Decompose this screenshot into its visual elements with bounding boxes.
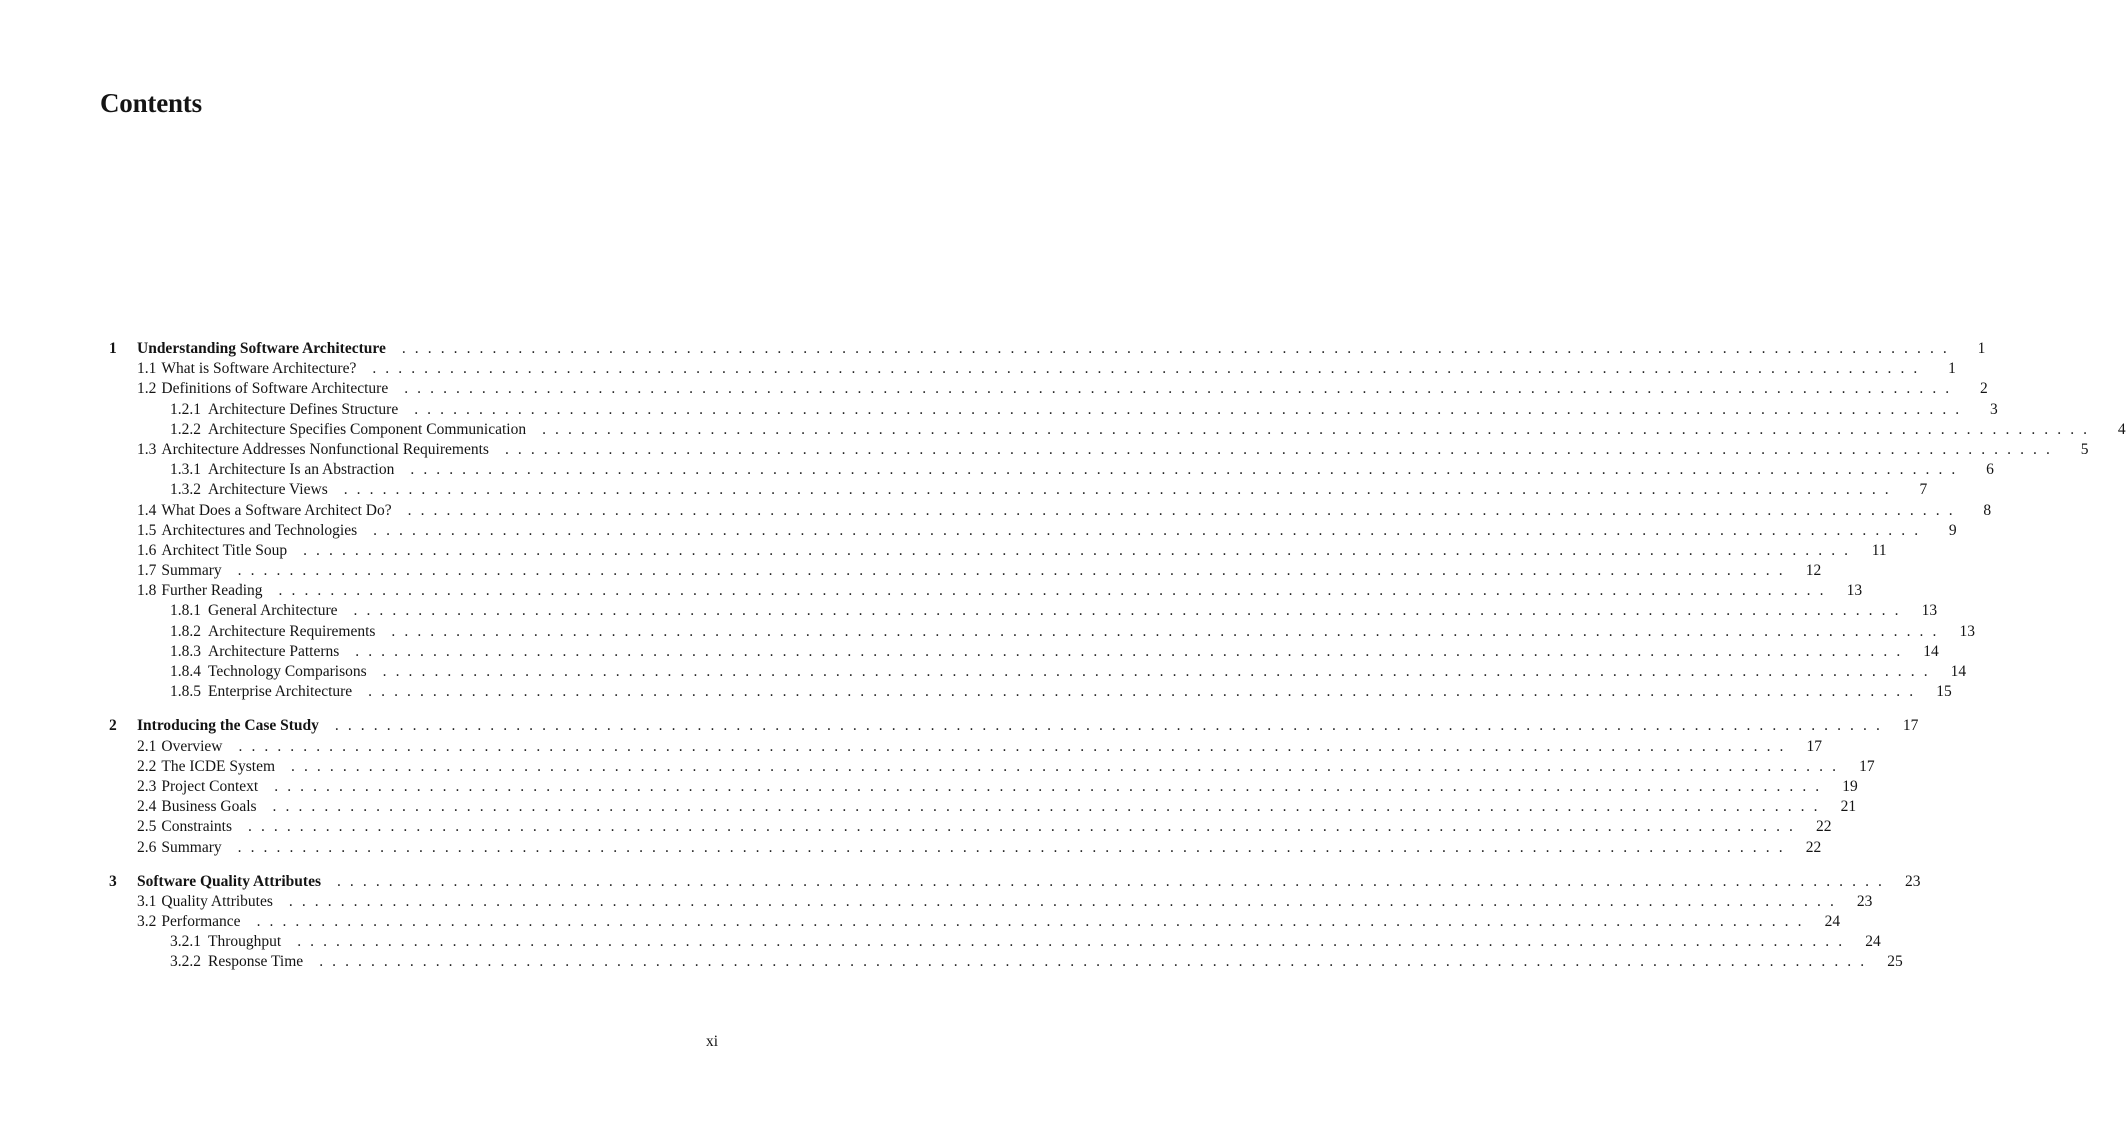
section-page-number: 22	[1816, 818, 1832, 836]
section-page-number: 14	[1923, 642, 1939, 660]
dot-leader: . . . . . . . . . . . . . . . . . . . . . . . . . . . . . . . . . . . . . . . . . . . . . . . . . . . . . . . . . . . . . . . . . . . . . . . . . . . . . . . . . . . . . . . . . . . . . . . . . . . . . . . . . . . . . . . . . . . . . . . .	[278, 582, 1827, 600]
section-page-number: 7	[1919, 481, 1928, 499]
dot-leader: . . . . . . . . . . . . . . . . . . . . . . . . . . . . . . . . . . . . . . . . . . . . . . . . . . . . . . . . . . . . . . . . . . . . . . . . . . . . . . . . . . . . . . . . . . . . . . . . . . . . . . . . . . . . . . . . . . . . . . . .	[319, 953, 1867, 971]
toc-section-entry[interactable]	[100, 797, 1857, 817]
section-title: The ICDE System	[161, 757, 276, 775]
dot-leader: . . . . . . . . . . . . . . . . . . . . . . . . . . . . . . . . . . . . . . . . . . . . . . . . . . . . . . . . . . . . . . . . . . . . . . . . . . . . . . . . . . . . . . . . . . . . . . . . . . . . . . . . . . . . . . . . . . . . . . . .	[336, 872, 1885, 890]
dot-leader: . . . . . . . . . . . . . . . . . . . . . . . . . . . . . . . . . . . . . . . . . . . . . . . . . . . . . . . . . . . . . . . . . . . . . . . . . . . . . . . . . . . . . . . . . . . . . . . . . . . . . . . . . . . . . . . . . . . . . . . .	[334, 717, 1883, 735]
toc-section-entry[interactable]	[100, 757, 1875, 777]
section-title: Overview	[161, 737, 223, 755]
dot-leader: . . . . . . . . . . . . . . . . . . . . . . . . . . . . . . . . . . . . . . . . . . . . . . . . . . . . . . . . . . . . . . . . . . . . . . . . . . . . . . . . . . . . . . . . . . . . . . . . . . . . . . . . . . . . . . . . . . . . . . . .	[353, 602, 1902, 620]
chapter-title: Understanding Software Architecture	[137, 340, 386, 357]
dot-leader: . . . . . . . . . . . . . . . . . . . . . . . . . . . . . . . . . . . . . . . . . . . . . . . . . . . . . . . . . . . . . . . . . . . . . . . . . . . . . . . . . . . . . . . . . . . . . . . . . . . . . . . . . . . . . . . . . . . . . . . .	[237, 838, 1786, 856]
section-title: Throughput	[208, 933, 282, 951]
section-page-number: 9	[1948, 521, 1957, 539]
section-page-number: 17	[1806, 737, 1823, 755]
toc-subsection-entry[interactable]	[100, 460, 1994, 480]
section-title: Architecture Requirements	[208, 622, 376, 640]
section-title: Architectures and Technologies	[161, 521, 358, 539]
toc-section-entry[interactable]	[100, 561, 1822, 581]
section-page-number: 24	[1824, 913, 1841, 931]
toc-subsection-entry[interactable]	[100, 642, 1939, 662]
dot-leader: . . . . . . . . . . . . . . . . . . . . . . . . . . . . . . . . . . . . . . . . . . . . . . . . . . . . . . . . . . . . . . . . . . . . . . . . . . . . . . . . . . . . . . . . . . . . . . . . . . . . . . . . . . . . . . . . . . . . . . . .	[238, 737, 1787, 755]
chapter-number: 2	[109, 717, 117, 735]
section-title: Technology Comparisons	[208, 663, 367, 680]
section-page-number: 13	[1846, 582, 1863, 600]
toc-section-entry[interactable]	[100, 359, 1956, 379]
section-number: 2.4	[137, 798, 157, 816]
dot-leader: . . . . . . . . . . . . . . . . . . . . . . . . . . . . . . . . . . . . . . . . . . . . . . . . . . . . . . . . . . . . . . . . . . . . . . . . . . . . . . . . . . . . . . . . . . . . . . . . . . . . . . . . . . . . . . . . . . . . . . . .	[404, 380, 1952, 398]
section-number: 2.5	[137, 818, 157, 836]
dot-leader: . . . . . . . . . . . . . . . . . . . . . . . . . . . . . . . . . . . . . . . . . . . . . . . . . . . . . . . . . . . . . . . . . . . . . . . . . . . . . . . . . . . . . . . . . . . . . . . . . . . . . . . . . . . . . . . . . . . . . . . .	[272, 798, 1821, 816]
dot-leader: . . . . . . . . . . . . . . . . . . . . . . . . . . . . . . . . . . . . . . . . . . . . . . . . . . . . . . . . . . . . . . . . . . . . . . . . . . . . . . . . . . . . . . . . . . . . . . . . . . . . . . . . . . . . . . . . . . . . . . . .	[542, 420, 2090, 438]
dot-leader: . . . . . . . . . . . . . . . . . . . . . . . . . . . . . . . . . . . . . . . . . . . . . . . . . . . . . . . . . . . . . . . . . . . . . . . . . . . . . . . . . . . . . . . . . . . . . . . . . . . . . . . . . . . . . . . . . . . . . . . .	[274, 777, 1822, 795]
section-page-number: 12	[1805, 562, 1822, 580]
section-title: Architect Title Soup	[161, 541, 288, 559]
dot-leader: . . . . . . . . . . . . . . . . . . . . . . . . . . . . . . . . . . . . . . . . . . . . . . . . . . . . . . . . . . . . . . . . . . . . . . . . . . . . . . . . . . . . . . . . . . . . . . . . . . . . . . . . . . . . . . . . . . . . . . . .	[297, 933, 1845, 951]
section-number: 2.1	[137, 737, 157, 755]
section-title: Further Reading	[161, 582, 263, 600]
toc-subsection-entry[interactable]	[100, 622, 1975, 642]
dot-leader: . . . . . . . . . . . . . . . . . . . . . . . . . . . . . . . . . . . . . . . . . . . . . . . . . . . . . . . . . . . . . . . . . . . . . . . . . . . . . . . . . . . . . . . . . . . . . . . . . . . . . . . . . . . . . . . . . . . . . . . .	[401, 340, 1950, 357]
section-page-number: 25	[1887, 953, 1903, 971]
toc-section-entry[interactable]	[100, 521, 1957, 541]
chapter-page-number: 17	[1902, 717, 1919, 735]
section-page-number: 5	[2080, 440, 2089, 458]
section-title: Architecture Specifies Component Communication	[208, 420, 527, 438]
section-page-number: 1	[1948, 360, 1956, 378]
section-number: 1.6	[137, 541, 157, 559]
dot-leader: . . . . . . . . . . . . . . . . . . . . . . . . . . . . . . . . . . . . . . . . . . . . . . . . . . . . . . . . . . . . . . . . . . . . . . . . . . . . . . . . . . . . . . . . . . . . . . . . . . . . . . . . . . . . . . . . . . . . . . . .	[373, 521, 1921, 539]
section-page-number: 8	[1983, 501, 1992, 519]
dot-leader: . . . . . . . . . . . . . . . . . . . . . . . . . . . . . . . . . . . . . . . . . . . . . . . . . . . . . . . . . . . . . . . . . . . . . . . . . . . . . . . . . . . . . . . . . . . . . . . . . . . . . . . . . . . . . . . . . . . . . . . .	[407, 501, 1956, 519]
section-number: 1.8	[137, 582, 157, 600]
toc-chapter-block	[100, 716, 1919, 857]
dot-leader: . . . . . . . . . . . . . . . . . . . . . . . . . . . . . . . . . . . . . . . . . . . . . . . . . . . . . . . . . . . . . . . . . . . . . . . . . . . . . . . . . . . . . . . . . . . . . . . . . . . . . . . . . . . . . . . . . . . . . . . .	[237, 562, 1786, 580]
section-page-number: 6	[1986, 461, 1994, 479]
section-number: 1.8.5	[170, 683, 201, 701]
toc-subsection-entry[interactable]	[100, 420, 2126, 440]
toc-chapter-entry[interactable]	[100, 716, 1919, 736]
toc-section-entry[interactable]	[100, 440, 2089, 460]
dot-leader: . . . . . . . . . . . . . . . . . . . . . . . . . . . . . . . . . . . . . . . . . . . . . . . . . . . . . . . . . . . . . . . . . . . . . . . . . . . . . . . . . . . . . . . . . . . . . . . . . . . . . . . . . . . . . . . . . . . . . . . .	[414, 400, 1962, 418]
section-number: 1.2.2	[170, 420, 201, 438]
section-page-number: 17	[1859, 757, 1875, 775]
dot-leader: . . . . . . . . . . . . . . . . . . . . . . . . . . . . . . . . . . . . . . . . . . . . . . . . . . . . . . . . . . . . . . . . . . . . . . . . . . . . . . . . . . . . . . . . . . . . . . . . . . . . . . . . . . . . . . . . . . . . . . . .	[410, 461, 1958, 479]
chapter-title: Software Quality Attributes	[137, 872, 321, 890]
toc-subsection-entry[interactable]	[100, 932, 1881, 952]
section-title: Architecture Views	[208, 481, 328, 499]
dot-leader: . . . . . . . . . . . . . . . . . . . . . . . . . . . . . . . . . . . . . . . . . . . . . . . . . . . . . . . . . . . . . . . . . . . . . . . . . . . . . . . . . . . . . . . . . . . . . . . . . . . . . . . . . . . . . . . . . . . . . . . .	[343, 481, 1892, 499]
chapter-page-number: 23	[1905, 872, 1921, 890]
section-number: 3.2	[137, 913, 157, 931]
dot-leader: . . . . . . . . . . . . . . . . . . . . . . . . . . . . . . . . . . . . . . . . . . . . . . . . . . . . . . . . . . . . . . . . . . . . . . . . . . . . . . . . . . . . . . . . . . . . . . . . . . . . . . . . . . . . . . . . . . . . . . . .	[248, 818, 1796, 836]
table-of-contents	[100, 339, 2126, 987]
chapter-title: Introducing the Case Study	[137, 717, 319, 735]
section-number: 1.2.1	[170, 400, 201, 418]
section-page-number: 14	[1950, 663, 1967, 680]
dot-leader: . . . . . . . . . . . . . . . . . . . . . . . . . . . . . . . . . . . . . . . . . . . . . . . . . . . . . . . . . . . . . . . . . . . . . . . . . . . . . . . . . . . . . . . . . . . . . . . . . . . . . . . . . . . . . . . . . . . . . . . .	[382, 663, 1931, 680]
section-title: Definitions of Software Architecture	[161, 380, 389, 398]
section-number: 1.2	[137, 380, 157, 398]
section-title: What is Software Architecture?	[161, 360, 357, 378]
dot-leader: . . . . . . . . . . . . . . . . . . . . . . . . . . . . . . . . . . . . . . . . . . . . . . . . . . . . . . . . . . . . . . . . . . . . . . . . . . . . . . . . . . . . . . . . . . . . . . . . . . . . . . . . . . . . . . . . . . . . . . . .	[368, 683, 1916, 701]
section-page-number: 24	[1865, 933, 1881, 951]
toc-section-entry[interactable]	[100, 777, 1858, 797]
dot-leader: . . . . . . . . . . . . . . . . . . . . . . . . . . . . . . . . . . . . . . . . . . . . . . . . . . . . . . . . . . . . . . . . . . . . . . . . . . . . . . . . . . . . . . . . . . . . . . . . . . . . . . . . . . . . . . . . . . . . . . . .	[256, 913, 1805, 931]
section-page-number: 22	[1805, 838, 1822, 856]
dot-leader: . . . . . . . . . . . . . . . . . . . . . . . . . . . . . . . . . . . . . . . . . . . . . . . . . . . . . . . . . . . . . . . . . . . . . . . . . . . . . . . . . . . . . . . . . . . . . . . . . . . . . . . . . . . . . . . . . . . . . . . .	[504, 440, 2053, 458]
toc-chapter-entry[interactable]	[100, 339, 1986, 359]
section-number: 1.8.3	[170, 642, 201, 660]
section-number: 1.8.2	[170, 622, 201, 640]
toc-subsection-entry[interactable]	[100, 662, 1967, 682]
section-title: Architecture Is an Abstraction	[208, 461, 395, 479]
toc-section-entry[interactable]	[100, 737, 1823, 757]
section-number: 1.4	[137, 501, 157, 519]
section-number: 1.3	[137, 440, 157, 458]
chapter-page-number: 1	[1977, 340, 1986, 357]
section-number: 1.8.4	[170, 663, 201, 680]
page-number: xi	[705, 1033, 718, 1050]
toc-subsection-entry[interactable]	[100, 601, 1938, 621]
section-number: 2.6	[137, 838, 157, 856]
section-title: Enterprise Architecture	[208, 683, 353, 701]
section-title: Architecture Addresses Nonfunctional Requirements	[161, 440, 489, 458]
toc-section-entry[interactable]	[100, 541, 1887, 561]
dot-leader: . . . . . . . . . . . . . . . . . . . . . . . . . . . . . . . . . . . . . . . . . . . . . . . . . . . . . . . . . . . . . . . . . . . . . . . . . . . . . . . . . . . . . . . . . . . . . . . . . . . . . . . . . . . . . . . . . . . . . . . .	[291, 757, 1839, 775]
section-title: Project Context	[161, 777, 259, 795]
toc-subsection-entry[interactable]	[100, 682, 1952, 702]
chapter-number: 1	[109, 340, 117, 357]
toc-subsection-entry[interactable]	[100, 952, 1903, 972]
toc-section-entry[interactable]	[100, 817, 1832, 837]
section-number: 2.2	[137, 757, 157, 775]
section-title: General Architecture	[208, 602, 338, 620]
dot-leader: . . . . . . . . . . . . . . . . . . . . . . . . . . . . . . . . . . . . . . . . . . . . . . . . . . . . . . . . . . . . . . . . . . . . . . . . . . . . . . . . . . . . . . . . . . . . . . . . . . . . . . . . . . . . . . . . . . . . . . . .	[355, 642, 1903, 660]
section-title: Business Goals	[161, 798, 257, 816]
dot-leader: . . . . . . . . . . . . . . . . . . . . . . . . . . . . . . . . . . . . . . . . . . . . . . . . . . . . . . . . . . . . . . . . . . . . . . . . . . . . . . . . . . . . . . . . . . . . . . . . . . . . . . . . . . . . . . . . . . . . . . . .	[372, 360, 1920, 378]
toc-section-entry[interactable]	[100, 501, 1992, 521]
section-page-number: 21	[1840, 798, 1857, 816]
toc-section-entry[interactable]	[100, 838, 1822, 858]
section-number: 1.3.1	[170, 461, 201, 479]
section-title: Quality Attributes	[161, 892, 273, 910]
dot-leader: . . . . . . . . . . . . . . . . . . . . . . . . . . . . . . . . . . . . . . . . . . . . . . . . . . . . . . . . . . . . . . . . . . . . . . . . . . . . . . . . . . . . . . . . . . . . . . . . . . . . . . . . . . . . . . . . . . . . . . . .	[288, 892, 1837, 910]
section-number: 1.7	[137, 562, 157, 580]
section-page-number: 3	[1990, 400, 1998, 418]
section-title: Performance	[161, 913, 241, 931]
section-number: 1.5	[137, 521, 157, 539]
section-page-number: 19	[1842, 777, 1858, 795]
section-number: 2.3	[137, 777, 157, 795]
chapter-number: 3	[109, 872, 117, 890]
section-page-number: 23	[1856, 892, 1873, 910]
section-number: 3.2.1	[170, 933, 201, 951]
toc-chapter-block	[100, 339, 2126, 702]
section-title: What Does a Software Architect Do?	[161, 501, 392, 519]
toc-section-entry[interactable]	[100, 581, 1863, 601]
toc-subsection-entry[interactable]	[100, 400, 1998, 420]
section-page-number: 11	[1871, 541, 1887, 559]
section-number: 3.1	[137, 892, 157, 910]
section-number: 1.3.2	[170, 481, 201, 499]
section-title: Architecture Defines Structure	[208, 400, 399, 418]
toc-chapter-block	[100, 872, 1921, 973]
section-title: Response Time	[208, 953, 304, 971]
section-page-number: 13	[1959, 622, 1975, 640]
section-page-number: 13	[1921, 602, 1938, 620]
dot-leader: . . . . . . . . . . . . . . . . . . . . . . . . . . . . . . . . . . . . . . . . . . . . . . . . . . . . . . . . . . . . . . . . . . . . . . . . . . . . . . . . . . . . . . . . . . . . . . . . . . . . . . . . . . . . . . . . . . . . . . . .	[391, 622, 1939, 640]
section-number: 3.2.2	[170, 953, 201, 971]
section-title: Architecture Patterns	[208, 642, 340, 660]
section-number: 1.1	[137, 360, 157, 378]
toc-chapter-entry[interactable]	[100, 872, 1921, 892]
page-title: Contents	[100, 88, 202, 118]
toc-section-entry[interactable]	[100, 912, 1841, 932]
toc-subsection-entry[interactable]	[100, 480, 1928, 500]
toc-section-entry[interactable]	[100, 892, 1873, 912]
section-page-number: 4	[2117, 420, 2126, 438]
dot-leader: . . . . . . . . . . . . . . . . . . . . . . . . . . . . . . . . . . . . . . . . . . . . . . . . . . . . . . . . . . . . . . . . . . . . . . . . . . . . . . . . . . . . . . . . . . . . . . . . . . . . . . . . . . . . . . . . . . . . . . . .	[303, 541, 1851, 559]
section-title: Summary	[161, 838, 222, 856]
section-page-number: 15	[1936, 683, 1952, 701]
section-page-number: 2	[1980, 380, 1988, 398]
section-title: Constraints	[161, 818, 232, 836]
section-title: Summary	[161, 562, 222, 580]
section-number: 1.8.1	[170, 602, 201, 620]
toc-section-entry[interactable]	[100, 379, 1988, 399]
